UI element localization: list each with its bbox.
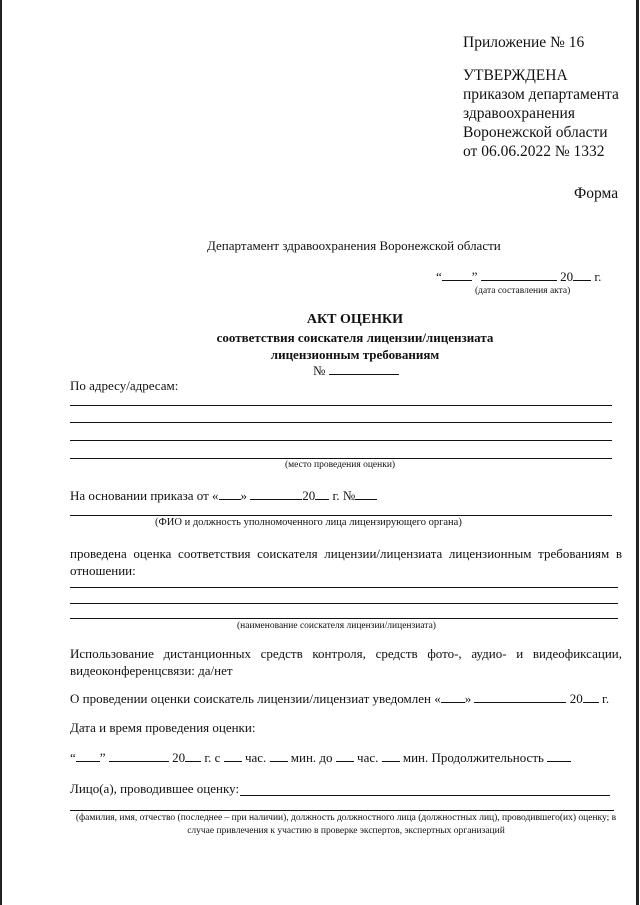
basis-number-blank[interactable] [355, 487, 377, 500]
person-label: Лицо(а), проводившее оценку: [70, 781, 240, 796]
notified-prefix: О проведении оценки соискатель лицензии/лицензиат уведомлен « [70, 691, 441, 706]
quote-close: ” [471, 269, 478, 284]
act-title: АКТ ОЦЕНКИ [306, 312, 404, 327]
basis-day-blank[interactable] [219, 487, 241, 500]
person-blank[interactable] [240, 795, 610, 796]
timing-month-blank[interactable] [109, 749, 169, 762]
appendix-label: Приложение № 16 [463, 34, 585, 51]
scan-edge [636, 0, 639, 905]
quote-open: “ [436, 269, 442, 284]
timing-from-label: г. с [204, 750, 221, 765]
timing-duration-blank[interactable] [547, 749, 571, 762]
address-caption: (место проведения оценки) [285, 460, 396, 470]
address-line[interactable] [70, 405, 612, 406]
act-date-caption: (дата составления акта) [475, 286, 571, 296]
department-name: Департамент здравоохранения Воронежской области [207, 238, 501, 253]
notified-quote: » [464, 691, 472, 706]
official-caption: (ФИО и должность уполномоченного лица лицензирующего органа) [155, 517, 462, 528]
address-line[interactable] [70, 458, 612, 459]
applicant-line[interactable] [70, 587, 618, 588]
year-prefix: 20 [560, 269, 574, 284]
approved-label: УТВЕРЖДЕНА [463, 67, 568, 84]
timing-year-prefix: 20 [172, 750, 186, 765]
conducted-text: проведена оценка соответствия соискателя лицензии/лицензиата лицензионным требованиям в отношении: [70, 546, 622, 578]
basis-month-blank[interactable] [250, 487, 302, 500]
address-line[interactable] [70, 440, 612, 441]
applicant-caption: (наименование соискателя лицензии/лицензиата) [237, 621, 436, 631]
basis-quote: » [240, 488, 248, 503]
official-line[interactable] [70, 515, 612, 516]
approved-by-line: Воронежской области [463, 124, 608, 141]
act-subtitle: лицензионным требованиям [270, 347, 440, 362]
basis-line [70, 487, 377, 504]
person-caption: (фамилия, имя, отчество (последнее – при наличии), должность должностного лица (должностных лиц), проводившего(их) оценку; в случае привлечения к участию в проверке экспертов, экспертных организаций [75, 813, 617, 836]
timing-end-hour-blank[interactable] [336, 749, 354, 762]
basis-year-suffix: г. [332, 488, 340, 503]
quote-open: “ [70, 750, 76, 765]
remote-means-text: Использование дистанционных средств контроля, средств фото-, аудио- и видеофиксации, видеоконференцсвязи: да/нет [70, 646, 622, 678]
timing-day-blank[interactable] [76, 749, 100, 762]
basis-year-blank[interactable] [315, 487, 329, 500]
month-blank[interactable] [481, 268, 557, 281]
basis-number-sign: № [342, 488, 356, 503]
act-subtitle: соответствия соискателя лицензии/лицензиата [216, 330, 494, 345]
applicant-line[interactable] [70, 603, 618, 604]
timing-start-min-blank[interactable] [270, 749, 288, 762]
approved-date-number: от 06.06.2022 № 1332 [463, 143, 605, 160]
notified-year-blank[interactable] [583, 690, 599, 703]
timing-to-label: мин. до [290, 750, 333, 765]
basis-prefix: На основании приказа от « [70, 488, 219, 503]
basis-year-prefix: 20 [302, 488, 316, 503]
datetime-label: Дата и время проведения оценки: [70, 720, 256, 735]
address-label: По адресу/адресам: [70, 378, 179, 393]
timing-hour-label: час. [357, 750, 379, 765]
applicant-line[interactable] [70, 618, 618, 619]
day-blank[interactable] [442, 268, 472, 281]
notified-line [70, 690, 609, 707]
quote-close: ” [99, 750, 106, 765]
timing-year-blank[interactable] [185, 749, 201, 762]
address-line[interactable] [70, 422, 612, 423]
year-blank[interactable] [573, 268, 591, 281]
approved-by-line: приказом департамента [463, 86, 619, 103]
timing-line [70, 749, 571, 766]
number-sign: № [313, 363, 326, 378]
form-label: Форма [574, 185, 619, 202]
timing-end-min-blank[interactable] [382, 749, 400, 762]
act-date-line [436, 268, 601, 285]
notified-year-suffix: г. [601, 691, 610, 706]
timing-hour-label: час. [244, 750, 267, 765]
act-number-blank[interactable] [329, 362, 399, 375]
year-suffix: г. [594, 269, 602, 284]
timing-start-hour-blank[interactable] [224, 749, 242, 762]
notified-year-prefix: 20 [569, 691, 583, 706]
notified-month-blank[interactable] [474, 690, 566, 703]
approved-by-line: здравоохранения [463, 105, 575, 122]
person-line[interactable] [70, 810, 614, 811]
timing-duration-label: мин. Продолжительность [402, 750, 544, 765]
act-number-line [313, 362, 399, 379]
scan-edge [0, 0, 2, 905]
notified-day-blank[interactable] [441, 690, 465, 703]
